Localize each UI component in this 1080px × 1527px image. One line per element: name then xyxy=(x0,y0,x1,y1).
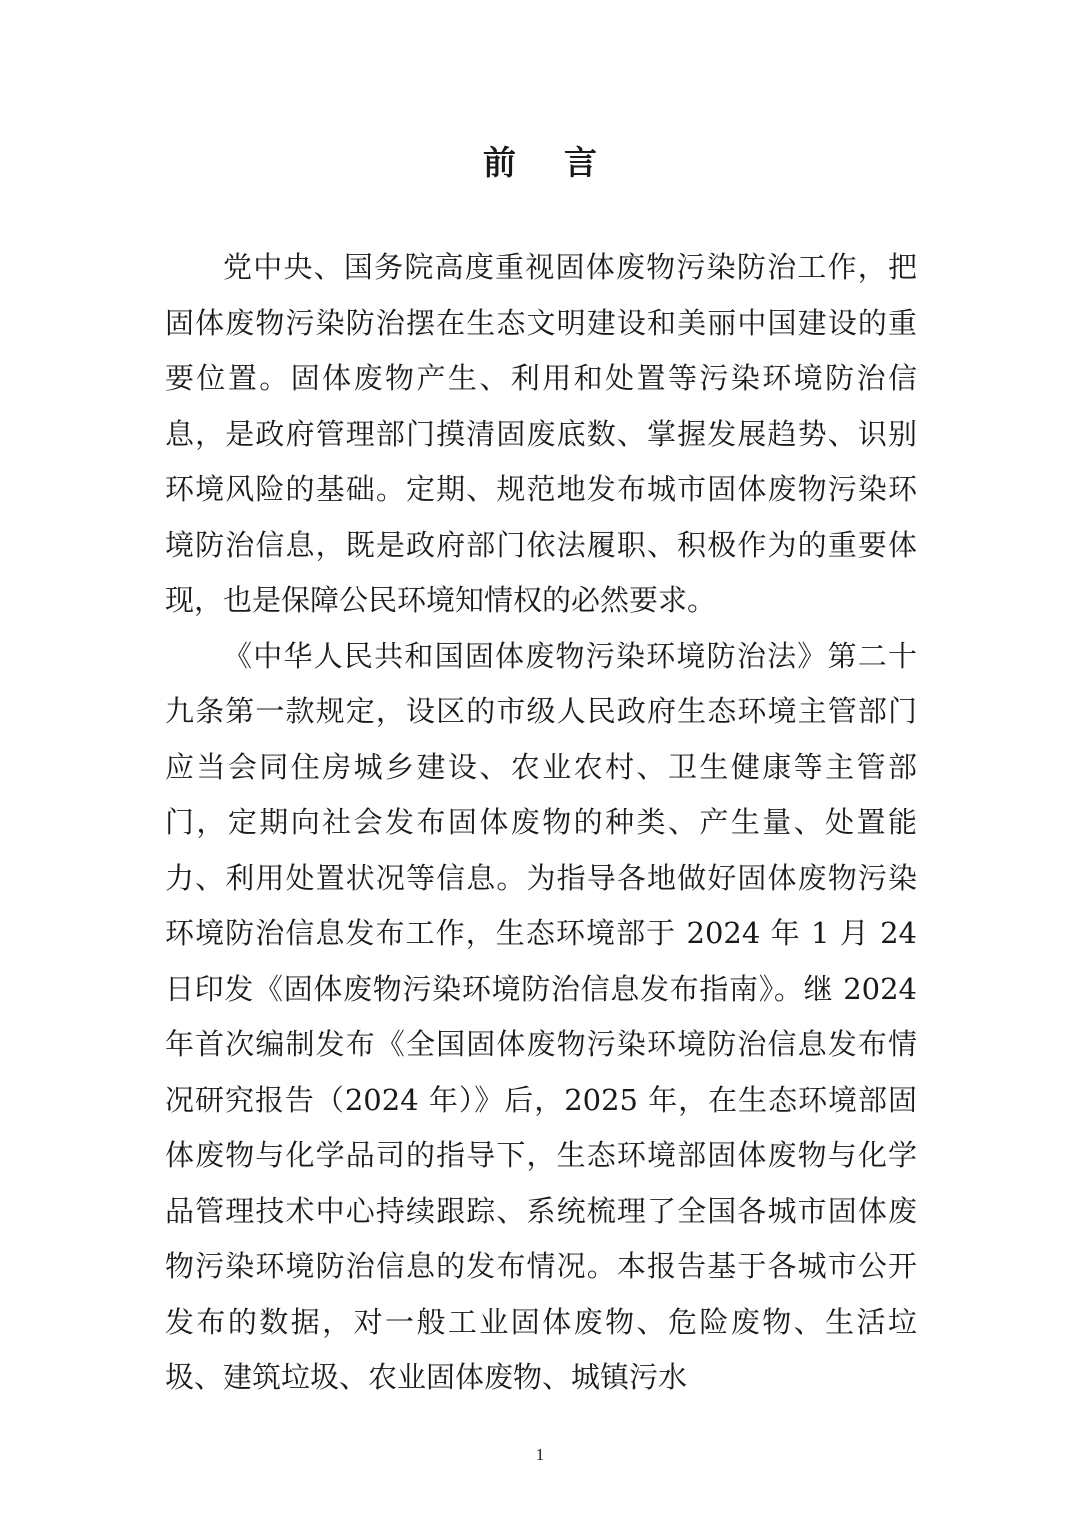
page-number: 1 xyxy=(535,1445,545,1464)
page-title: 前言 xyxy=(483,143,645,182)
paragraph-intro: 党中央、国务院高度重视固体废物污染防治工作，把固体废物污染防治摆在生态文明建设和美丽中国建设的重要位置。固体废物产生、利用和处置等污染环境防治信息，是政府管理部门摸清固废底数、掌握发展趋势、识别环境风险的基础。定期、规范地发布城市固体废物污染环境防治信息，既是政府部门依法履职、积极作为的重要体现，也是保障公民环境知情权的必然要求。 xyxy=(165,250,917,617)
body-text xyxy=(165,240,917,1406)
paragraph-law-and-report: 《中华人民共和国固体废物污染环境防治法》第二十九条第一款规定，设区的市级人民政府生态环境主管部门应当会同住房城乡建设、农业农村、卫生健康等主管部门，定期向社会发布固体废物的种类、产生量、处置能力、利用处置状况等信息。为指导各地做好固体废物污染环境防治信息发布工作，生态环境部于 2024 年 1 月 24 日印发《固体废物污染环境防治信息发布指南》。继 2024 年首次编制发布《全国固体废物污染环境防治信息发布情况研究报告（2024 年）》后，2025 年，在生态环境部固体废物与化学品司的指导下，生态环境部固体废物与化学品管理技术中心持续跟踪、系统梳理了全国各城市固体废物污染环境防治信息的发布情况。本报告基于各城市公开发布的数据，对一般工业固体废物、危险废物、生活垃圾、建筑垃圾、农业固体废物、城镇污水 xyxy=(165,638,917,1394)
